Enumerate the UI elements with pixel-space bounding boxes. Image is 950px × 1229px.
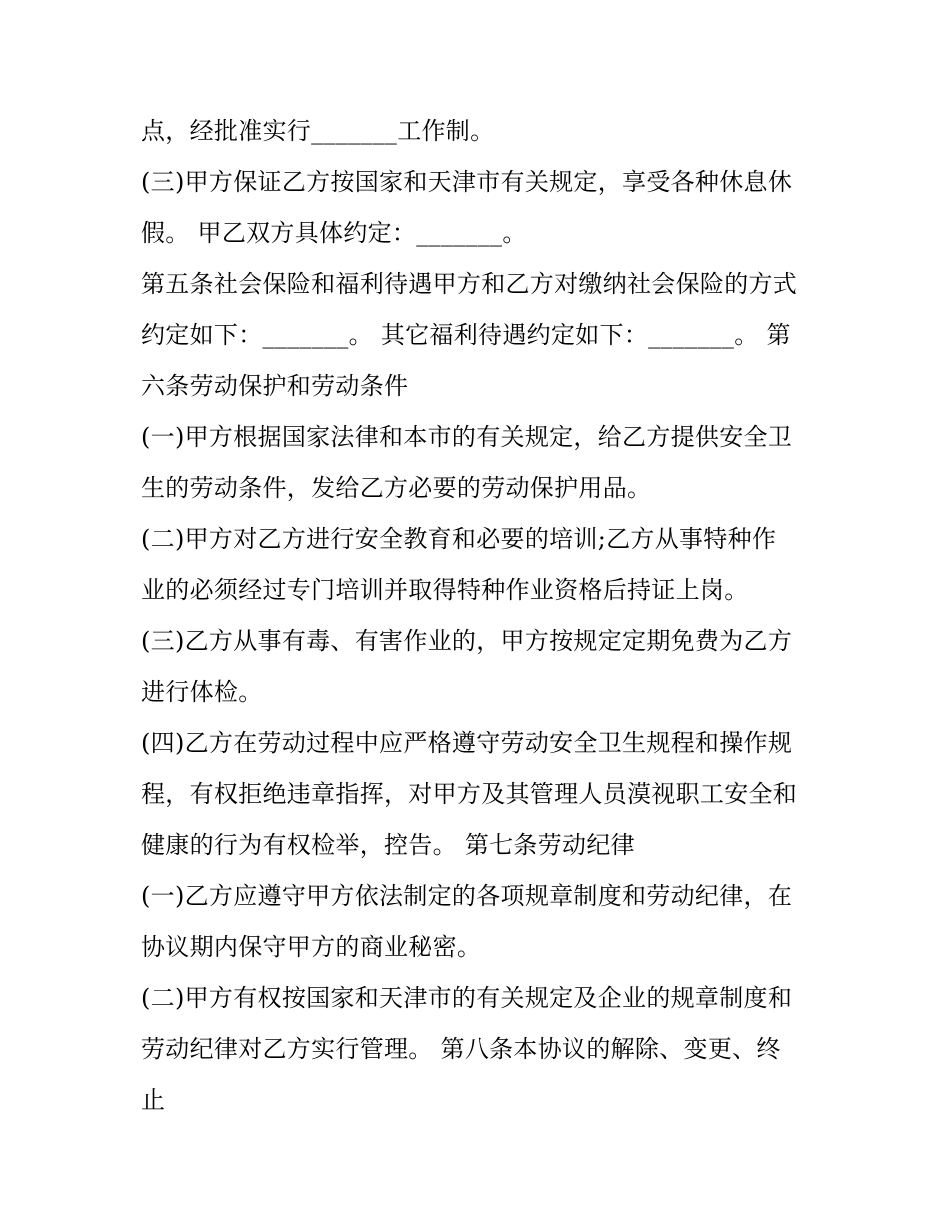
text-line-14: 程，有权拒绝违章指挥，对甲方及其管理人员漠视职工安全和 — [141, 780, 798, 808]
text-line-11: (三)乙方从事有毒、有害作业的，甲方按规定定期免费为乙方 — [141, 627, 793, 655]
text-line-6: 六条劳动保护和劳动条件 — [141, 372, 409, 400]
text-line-13: (四)乙方在劳动过程中应严格遵守劳动安全卫生规程和操作规 — [141, 729, 793, 757]
text-line-8: 生的劳动条件，发给乙方必要的劳动保护用品。 — [141, 474, 652, 502]
text-line-9: (二)甲方对乙方进行安全教育和必要的培训;乙方从事特种作 — [141, 525, 777, 553]
text-line-18: (二)甲方有权按国家和天津市的有关规定及企业的规章制度和 — [141, 984, 793, 1012]
document-body — [141, 106, 821, 1126]
text-line-12: 进行体检。 — [141, 678, 263, 706]
text-line-1: 点，经批准实行_______工作制。 — [141, 117, 495, 145]
text-line-5: 约定如下：_______。 其它福利待遇约定如下：_______。 第 — [141, 321, 791, 349]
text-line-3: 假。 甲乙双方具体约定：_______。 — [141, 219, 527, 247]
text-line-7: (一)甲方根据国家法律和本市的有关规定，给乙方提供安全卫 — [141, 423, 793, 451]
text-line-2: (三)甲方保证乙方按国家和天津市有关规定，享受各种休息休 — [141, 168, 793, 196]
text-line-10: 业的必须经过专门培训并取得特种作业资格后持证上岗。 — [141, 576, 749, 604]
text-line-17: 协议期内保守甲方的商业秘密。 — [141, 933, 482, 961]
text-line-4: 第五条社会保险和福利待遇甲方和乙方对缴纳社会保险的方式 — [141, 270, 798, 298]
text-line-16: (一)乙方应遵守甲方依法制定的各项规章制度和劳动纪律，在 — [141, 882, 793, 910]
text-line-19: 劳动纪律对乙方实行管理。 第八条本协议的解除、变更、终 — [141, 1035, 781, 1063]
text-line-15: 健康的行为有权检举，控告。 第七条劳动纪律 — [141, 831, 635, 859]
text-line-20: 止 — [141, 1086, 166, 1114]
